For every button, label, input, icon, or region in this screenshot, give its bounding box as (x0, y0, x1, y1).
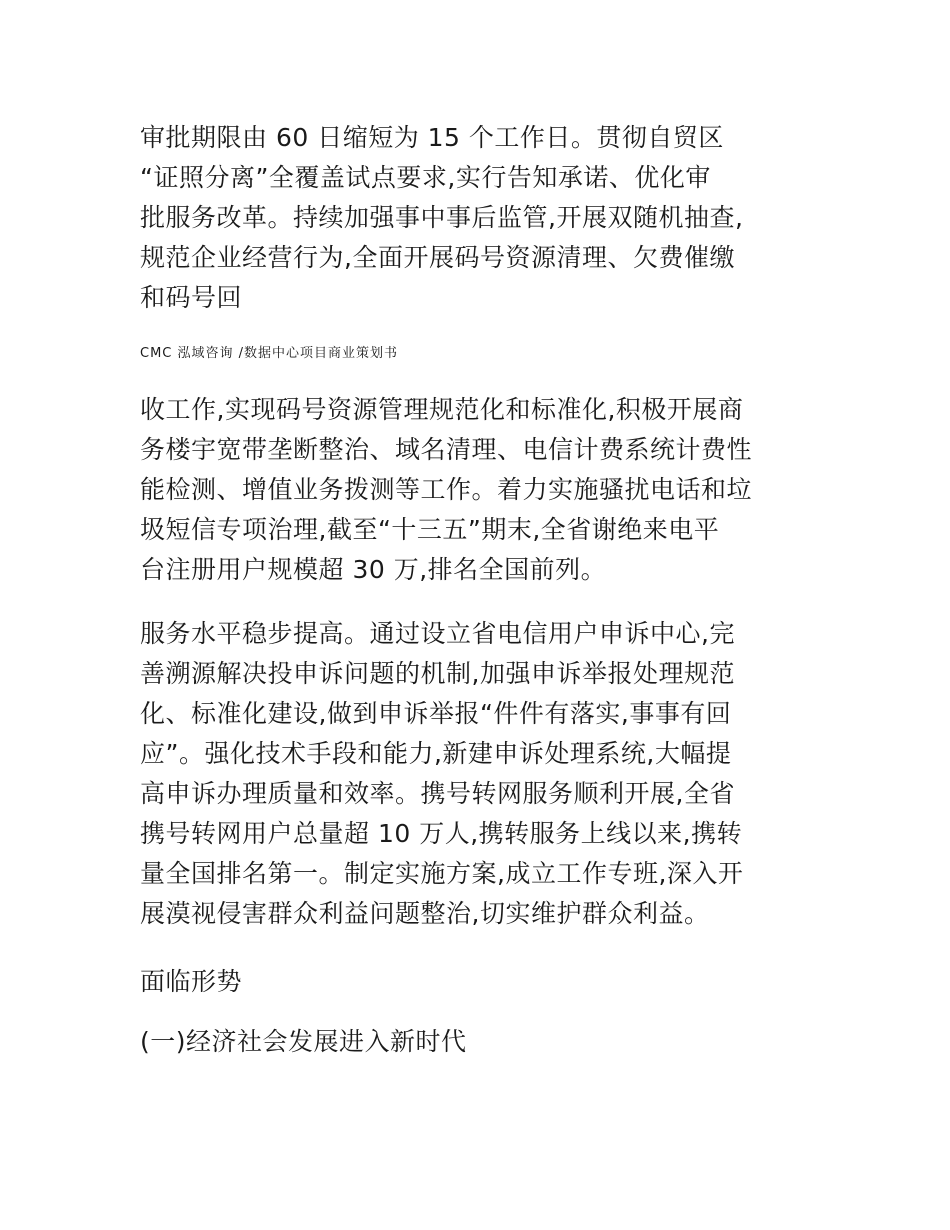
text-line: 务楼宇宽带垄断整治、域名清理、电信计费系统计费性 (140, 435, 753, 464)
text-line: 台注册用户规模超 30 万,排名全国前列。 (140, 555, 607, 584)
section-subheading (140, 1022, 467, 1062)
text-line: 携号转网用户总量超 10 万人,携转服务上线以来,携转 (140, 819, 743, 848)
text-line: 应”。强化技术手段和能力,新建申诉处理系统,大幅提 (140, 739, 732, 768)
text-line: 能检测、增值业务拨测等工作。着力实施骚扰电话和垃 (140, 475, 753, 504)
text-line: 高申诉办理质量和效率。携号转网服务顺利开展,全省 (140, 779, 735, 808)
section-subheading-text: (一)经济社会发展进入新时代 (140, 1027, 467, 1056)
text-line: 善溯源解决投申诉问题的机制,加强申诉举报处理规范 (140, 659, 735, 688)
text-line: “证照分离”全覆盖试点要求,实行告知承诺、优化审 (140, 163, 711, 192)
paragraph-service-level (140, 614, 743, 934)
text-line: 收工作,实现码号资源管理规范化和标准化,积极开展商 (140, 395, 744, 424)
section-heading-text: 面临形势 (140, 967, 243, 996)
running-header: CMC 泓域咨询 /数据中心项目商业策划书 (140, 346, 399, 361)
section-heading (140, 962, 242, 1002)
text-line: 服务水平稳步提高。通过设立省电信用户申诉中心,完 (140, 619, 735, 648)
paragraph-number-resources (140, 390, 752, 590)
text-line: 化、标准化建设,做到申诉举报“件件有落实,事事有回 (140, 699, 732, 728)
text-line: 审批期限由 60 日缩短为 15 个工作日。贯彻自贸区 (140, 123, 724, 152)
text-line: 量全国排名第一。制定实施方案,成立工作专班,深入开 (140, 859, 744, 888)
paragraph-approval-reform (140, 118, 743, 318)
text-line: 规范企业经营行为,全面开展码号资源清理、欠费催缴 (140, 243, 735, 272)
text-line: 圾短信专项治理,截至“十三五”期末,全省谢绝来电平 (140, 515, 720, 544)
text-line: 和码号回 (140, 283, 243, 312)
text-line: 展漠视侵害群众利益问题整治,切实维护群众利益。 (140, 899, 710, 928)
text-line: 批服务改革。持续加强事中事后监管,开展双随机抽查, (140, 203, 744, 232)
